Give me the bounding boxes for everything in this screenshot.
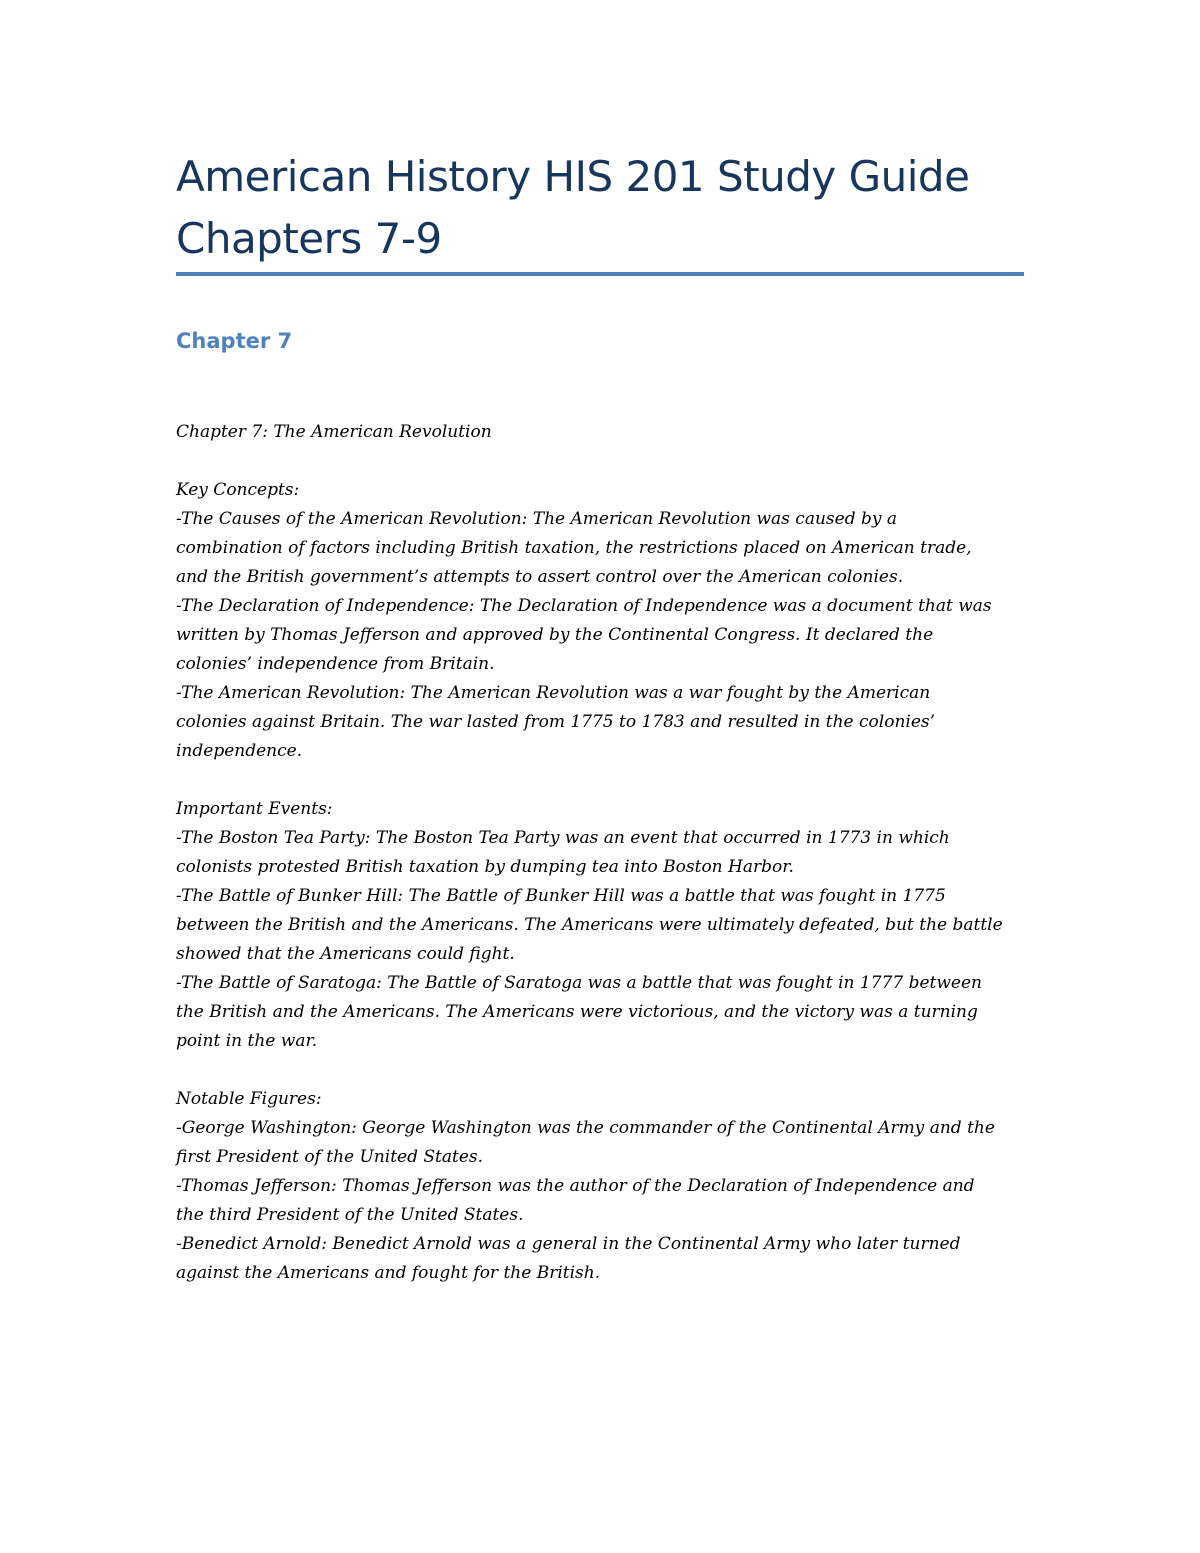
body-line: -Benedict Arnold: Benedict Arnold was a general in the Continental Army who later turned	[176, 1234, 961, 1254]
body-line: -The Boston Tea Party: The Boston Tea Party was an event that occurred in 1773 in which	[176, 828, 950, 848]
body-line: showed that the Americans could fight.	[176, 944, 515, 964]
document-title-line-2: Chapters 7-9	[176, 214, 442, 263]
body-line: and the British government’s attempts to assert control over the American colonies.	[176, 567, 904, 587]
body-line: combination of factors including British taxation, the restrictions placed on American trade,	[176, 538, 972, 558]
document-body	[176, 418, 1036, 1288]
body-line: -The Declaration of Independence: The Declaration of Independence was a document that was	[176, 596, 992, 616]
body-line: the third President of the United States.	[176, 1205, 524, 1225]
document-title-line-1: American History HIS 201 Study Guide	[176, 152, 970, 201]
body-line: point in the war.	[176, 1031, 318, 1051]
paragraph-gap	[176, 766, 1036, 795]
body-line: independence.	[176, 741, 303, 761]
body-line: -The Battle of Bunker Hill: The Battle of Bunker Hill was a battle that was fought in 1775	[176, 886, 946, 906]
section-heading-important-events: Important Events:	[176, 799, 333, 819]
body-line: -The Battle of Saratoga: The Battle of Saratoga was a battle that was fought in 1777 between	[176, 973, 982, 993]
body-line: -Thomas Jefferson: Thomas Jefferson was the author of the Declaration of Independence and	[176, 1176, 975, 1196]
body-line: colonies’ independence from Britain.	[176, 654, 495, 674]
body-line: -The Causes of the American Revolution: The American Revolution was caused by a	[176, 509, 898, 529]
paragraph-gap	[176, 1056, 1036, 1085]
title-underline-rule	[176, 272, 1024, 276]
body-line: the British and the Americans. The Americans were victorious, and the victory was a turning	[176, 1002, 978, 1022]
chapter-heading: Chapter 7	[176, 329, 293, 353]
body-line: colonies against Britain. The war lasted from 1775 to 1783 and resulted in the colonies’	[176, 712, 936, 732]
body-line: -The American Revolution: The American Revolution was a war fought by the American	[176, 683, 931, 703]
body-line: -George Washington: George Washington was the commander of the Continental Army and the	[176, 1118, 995, 1138]
body-line: against the Americans and fought for the British.	[176, 1263, 601, 1283]
body-line: first President of the United States.	[176, 1147, 484, 1167]
paragraph-gap	[176, 447, 1036, 476]
document-title	[176, 146, 1036, 270]
chapter-subtitle: Chapter 7: The American Revolution	[176, 422, 492, 442]
section-heading-key-concepts: Key Concepts:	[176, 480, 300, 500]
body-line: colonists protested British taxation by dumping tea into Boston Harbor.	[176, 857, 794, 877]
body-line: between the British and the Americans. The Americans were ultimately defeated, but the battle	[176, 915, 1003, 935]
body-line: written by Thomas Jefferson and approved by the Continental Congress. It declared the	[176, 625, 934, 645]
section-heading-notable-figures: Notable Figures:	[176, 1089, 322, 1109]
